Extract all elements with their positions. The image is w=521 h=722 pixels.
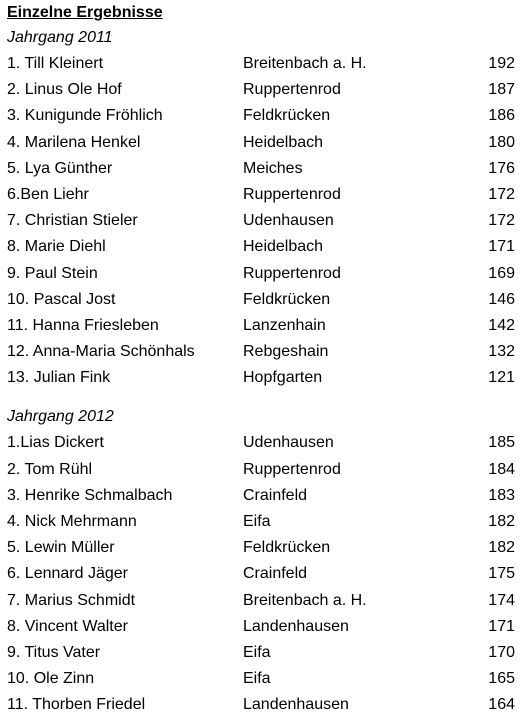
section-heading: Jahrgang 2012 — [7, 408, 114, 426]
participant-name: 4. Nick Mehrmann — [7, 513, 137, 530]
section-heading: Jahrgang 2011 — [7, 29, 113, 46]
result-row — [7, 561, 515, 587]
participant-score: 164 — [488, 696, 515, 714]
participant-place: Breitenbach a. H. — [243, 55, 367, 72]
participant-score: 180 — [488, 133, 515, 151]
participant-name: 13. Julian Fink — [7, 369, 111, 387]
results-document — [7, 0, 515, 719]
result-row — [7, 234, 515, 260]
participant-name: 6. Lennard Jäger — [7, 565, 128, 583]
participant-name: 7. Marius Schmidt — [7, 591, 136, 609]
result-row — [7, 156, 515, 182]
participant-score: 182 — [488, 513, 515, 530]
participant-score: 175 — [488, 565, 515, 583]
result-row — [7, 182, 515, 208]
result-row — [7, 365, 515, 391]
participant-name: 1.Lias Dickert — [7, 434, 104, 452]
result-row — [7, 103, 515, 129]
participant-place: Eifa — [243, 513, 271, 530]
participant-name: 8. Marie Diehl — [7, 238, 106, 256]
participant-place: Crainfeld — [243, 565, 308, 583]
participant-place: Lanzenhain — [243, 316, 326, 334]
participant-score: 171 — [488, 238, 515, 256]
document-title: Einzelne Ergebnisse — [7, 4, 163, 21]
participant-name: 11. Thorben Friedel — [7, 696, 146, 714]
participant-place: Ruppertenrod — [243, 81, 341, 99]
participant-score: 182 — [488, 539, 515, 557]
participant-place: Heidelbach — [243, 238, 324, 256]
result-row — [7, 509, 515, 535]
participant-name: 2. Linus Ole Hof — [7, 81, 122, 99]
participant-score: 132 — [488, 343, 515, 361]
participant-name: 3. Kunigunde Fröhlich — [7, 107, 163, 125]
result-row — [7, 692, 515, 718]
participant-score: 121 — [488, 369, 515, 387]
result-row — [7, 261, 515, 287]
participant-place: Ruppertenrod — [243, 460, 341, 478]
participant-place: Rebgeshain — [243, 343, 329, 361]
section-spacer — [7, 391, 515, 404]
participant-place: Eifa — [243, 670, 271, 688]
results-list — [7, 51, 515, 391]
participant-name: 4. Marilena Henkel — [7, 133, 141, 151]
participant-name: 7. Christian Stieler — [7, 212, 138, 230]
participant-place: Eifa — [243, 643, 271, 661]
participant-score: 172 — [488, 185, 515, 203]
participant-score: 165 — [488, 670, 515, 688]
participant-place: Feldkrücken — [243, 290, 331, 308]
participant-place: Ruppertenrod — [243, 264, 341, 282]
result-row — [7, 666, 515, 692]
participant-name: 2. Tom Rühl — [7, 460, 93, 478]
participant-score: 185 — [488, 434, 515, 452]
participant-place: Breitenbach a. H. — [243, 591, 367, 609]
participant-score: 171 — [488, 617, 515, 635]
participant-name: 10. Pascal Jost — [7, 290, 116, 308]
participant-name: 5. Lya Günther — [7, 159, 113, 177]
participant-score: 172 — [488, 212, 515, 230]
participant-name: 9. Titus Vater — [7, 643, 101, 661]
result-row — [7, 339, 515, 365]
participant-name: 11. Hanna Friesleben — [7, 316, 159, 334]
result-row — [7, 640, 515, 666]
participant-score: 176 — [488, 159, 515, 177]
result-row — [7, 51, 515, 77]
participant-place: Meiches — [243, 159, 303, 177]
result-row — [7, 457, 515, 483]
result-row — [7, 287, 515, 313]
result-row — [7, 430, 515, 456]
participant-place: Ruppertenrod — [243, 185, 341, 203]
result-row — [7, 588, 515, 614]
participant-score: 169 — [488, 264, 515, 282]
participant-score: 142 — [488, 316, 515, 334]
participant-place: Landenhausen — [243, 696, 349, 714]
section-jahrgang-2012 — [7, 404, 515, 718]
participant-name: 10. Ole Zinn — [7, 670, 95, 688]
participant-score: 174 — [488, 591, 515, 609]
participant-score: 183 — [488, 486, 515, 504]
result-row — [7, 614, 515, 640]
result-row — [7, 130, 515, 156]
participant-place: Landenhausen — [243, 617, 349, 635]
result-row — [7, 535, 515, 561]
participant-name: 9. Paul Stein — [7, 264, 98, 282]
results-list — [7, 430, 515, 718]
participant-place: Crainfeld — [243, 486, 308, 504]
result-row — [7, 313, 515, 339]
participant-score: 146 — [488, 290, 515, 308]
section-jahrgang-2011 — [7, 25, 515, 391]
participant-name: 8. Vincent Walter — [7, 617, 128, 635]
result-row — [7, 208, 515, 234]
participant-place: Udenhausen — [243, 434, 334, 452]
participant-place: Hopfgarten — [243, 369, 323, 387]
participant-name: 1. Till Kleinert — [7, 55, 104, 72]
participant-name: 12. Anna-Maria Schönhals — [7, 343, 195, 361]
participant-place: Udenhausen — [243, 212, 334, 230]
participant-name: 6.Ben Liehr — [7, 185, 89, 203]
participant-score: 192 — [488, 55, 515, 72]
result-row — [7, 77, 515, 103]
participant-score: 170 — [488, 643, 515, 661]
result-row — [7, 483, 515, 509]
participant-place: Feldkrücken — [243, 539, 331, 557]
participant-score: 187 — [488, 81, 515, 99]
participant-name: 5. Lewin Müller — [7, 539, 115, 557]
participant-place: Feldkrücken — [243, 107, 331, 125]
participant-score: 184 — [488, 460, 515, 478]
participant-score: 186 — [488, 107, 515, 125]
participant-name: 3. Henrike Schmalbach — [7, 486, 173, 504]
participant-place: Heidelbach — [243, 133, 324, 151]
